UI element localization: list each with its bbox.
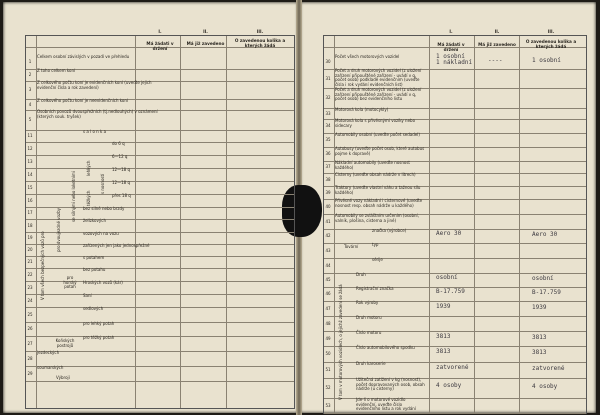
left-row-label: jezdeckých xyxy=(37,350,60,355)
right-row-number: 53 xyxy=(325,402,331,408)
right-cell-col3: B-17.759 xyxy=(532,289,561,296)
right-row-rule xyxy=(324,258,586,259)
left-vertical-label-main: V tom všech bezpečných vozů pro xyxy=(40,231,45,300)
left-row-number: 12 xyxy=(27,145,33,151)
left-row-label: 6—12 q xyxy=(112,154,128,159)
left-row-label: Z celkového počtu koní je neevidenčních koní xyxy=(37,98,129,103)
right-row-label: Traktory (uveďte vlastní váhu a tažnou sílu každého) xyxy=(335,185,421,195)
right-col-divider xyxy=(429,36,430,413)
left-row-label: sedlových xyxy=(83,306,104,311)
right-row-number: 41 xyxy=(325,218,331,224)
right-row-label: Autobusy (uveďte počet osob, které autobus pojme k dopravě) xyxy=(335,146,425,156)
right-row-label: Přívěsné vozy nákladní i cisternové (uveďte nosnost resp. obsah nádrže u každého) xyxy=(335,198,423,208)
right-row-label: Počet a druh motorových vozidel (z uložení zařízení připouštěné zařízení - uvádí v q, počet osob) bez evidenčního listu xyxy=(335,87,422,101)
left-row-number: 5 xyxy=(28,117,32,122)
left-row-label: bez silně nebo brzdy xyxy=(83,206,125,211)
left-col3-roman: III. xyxy=(256,29,264,34)
left-row-label: pro lehký potah xyxy=(83,321,115,326)
right-row-label: Druh karoserie xyxy=(356,361,386,366)
right-row-number: 34 xyxy=(325,123,331,128)
right-row-label: Jde-li o motorové vozidlo evidenční, uveďte číslo evidenčního listu a rok vydání xyxy=(356,397,416,411)
right-col-divider xyxy=(519,36,520,413)
right-row-label: Užitečná zatížení v kg (nosnost), počet dopravovaných osob, obsah nádrže (u cisterny) xyxy=(356,377,425,391)
right-row-label: Cisterny (uveďte obsah nádrže v litrech) xyxy=(335,172,416,177)
right-cell-col3: 3813 xyxy=(532,349,547,356)
right-label-tovarni: Tovární xyxy=(344,244,359,249)
right-row-rule xyxy=(324,413,586,414)
left-row-rule xyxy=(26,381,294,382)
left-row-number: 19 xyxy=(27,235,33,240)
left-row-number: 13 xyxy=(27,158,33,164)
left-row-label: želízkových xyxy=(83,218,106,223)
right-row-label: Počet a druh motorových vozidel (z uložení zařízení připouštěné zařízení - uvádí v q, počet osob) podkladě evidenčním (uveďte čísla i rok vydání evidenčních list) xyxy=(335,68,422,87)
left-row-label: 12—18 q xyxy=(112,180,130,185)
right-row-label: Druh xyxy=(356,272,366,277)
left-row-number: 26 xyxy=(27,326,33,331)
right-cell-col2: ---- xyxy=(488,57,503,64)
left-row-number: 17 xyxy=(27,210,33,215)
left-row-label: soumarských xyxy=(37,365,64,370)
left-vertical-label-lehkych: lehkých xyxy=(86,160,91,176)
right-row-label: typ xyxy=(372,242,379,247)
left-row-label: přes 18 q xyxy=(112,193,131,198)
right-row-label: Nákladní automobily (uveďte nosnost každého) xyxy=(335,160,410,170)
left-col3-header: O zavedenou kolika a kterých žádá xyxy=(234,38,286,48)
right-row-label: sérije xyxy=(372,257,383,262)
right-row-number: 42 xyxy=(325,233,331,238)
right-row-label: Počet všech motorových vozidel xyxy=(335,54,400,59)
right-cell-col3: 1939 xyxy=(532,303,547,311)
left-row-number: 27 xyxy=(27,340,33,346)
left-row-label: s a l o n k a xyxy=(83,129,107,134)
left-row-label: s potahem xyxy=(83,255,105,260)
right-col3-header: O zavedenou kolika a kterých žádá xyxy=(525,39,577,49)
right-cell-col3: Aero 30 xyxy=(532,231,558,238)
right-col2-roman: II. xyxy=(494,29,500,34)
left-row-number: 1 xyxy=(28,59,32,64)
right-row-number: 48 xyxy=(325,320,331,326)
left-row-label: Celkem osobní závislých v pozadí ve přehledu xyxy=(37,54,130,59)
left-row-label: Osobních povozů dvouspřežních (tj.nedlouhých) v oznámení (kterých souk. tryšek) xyxy=(37,109,158,119)
right-row-number: 52 xyxy=(325,385,331,390)
left-row-label: vozových na vozu xyxy=(83,231,119,236)
left-row-number: 18 xyxy=(27,222,33,228)
right-cell-col1: 3813 xyxy=(436,332,451,340)
left-row-label: pro těžký potah xyxy=(83,335,115,340)
right-row-number: 37 xyxy=(325,164,331,169)
left-row-number: 24 xyxy=(27,297,33,303)
left-vertical-label-2: pro dvoujezdné vozby xyxy=(56,207,61,252)
left-row-number: 25 xyxy=(27,311,33,317)
right-col2-header: Má již zavedeno xyxy=(478,42,516,47)
right-col-divider xyxy=(474,36,475,413)
right-row-label: Číslo motoru xyxy=(356,330,382,335)
right-row-number: 46 xyxy=(325,291,331,296)
right-cell-col1: 4 osoby xyxy=(436,382,462,389)
left-row-number: 23 xyxy=(27,284,33,290)
left-col1-roman: I. xyxy=(158,29,162,34)
left-row-label: Z celkového počtu koní je evidenčních koní (uveďte jejich evidenční čísla a rok zavedení) xyxy=(37,80,152,90)
right-vertical-label-main: V tom v motorových vozidlech, o jejichž zavedení se žádá xyxy=(338,284,343,400)
right-row-label: Rok výroby xyxy=(356,300,379,305)
right-cell-col1: 1939 xyxy=(436,302,451,310)
left-row-number: 28 xyxy=(27,355,33,361)
right-row-number: 51 xyxy=(325,367,331,372)
right-row-number: 43 xyxy=(325,247,331,253)
left-col-divider xyxy=(226,36,227,408)
left-row-number: 3 xyxy=(28,87,32,92)
left-row-label: bez potahu xyxy=(83,267,106,272)
right-row-number: 35 xyxy=(325,137,331,142)
left-row-label: do 6 q xyxy=(112,141,125,146)
right-col1-roman: I. xyxy=(449,29,453,34)
right-row-label: Automobily osobní (uveďte počet sedadel) xyxy=(335,132,420,137)
right-cell-col3: osobní xyxy=(532,275,554,282)
right-row-number: 44 xyxy=(325,262,331,268)
right-cell-col3: 4 osoby xyxy=(532,383,558,390)
right-row-number: 49 xyxy=(325,335,331,341)
left-row-number: 20 xyxy=(27,247,33,252)
left-row-number: 11 xyxy=(27,133,33,138)
right-row-number: 40 xyxy=(325,203,331,209)
right-col1-header: Má žádati v držení xyxy=(437,42,465,52)
right-row-number: 31 xyxy=(325,75,331,81)
right-row-label: Automobily se zvláštním určením (osobní, valník, plošina, cisterna a jiné) xyxy=(335,213,419,223)
left-row-number: 14 xyxy=(27,171,33,177)
left-row-label: Hroských vozů (kár) xyxy=(83,280,123,285)
right-row-number: 36 xyxy=(325,151,331,156)
left-row-label: Saní xyxy=(83,293,92,298)
right-row-label: Druh motoru xyxy=(356,315,382,320)
left-row-label: Z toho celkem koní xyxy=(37,68,76,73)
right-row-number: 39 xyxy=(325,189,331,195)
left-col-divider xyxy=(180,36,181,408)
right-row-number: 47 xyxy=(325,305,331,311)
left-row-number: 4 xyxy=(28,101,32,107)
right-cell-col3: 1 osobní xyxy=(532,57,561,64)
right-cell-col1: zatvorené xyxy=(436,364,469,371)
left-row-number: 22 xyxy=(27,271,33,277)
left-row-label: zařízených jen jako jednospřežné xyxy=(83,243,150,248)
left-col1-header: Má žádati v držení xyxy=(146,41,174,51)
left-col2-roman: II. xyxy=(203,29,208,34)
right-row-label: značka (výrobce) xyxy=(372,228,407,233)
right-row-label: Motorová kola (motocykly) xyxy=(335,107,389,112)
left-row-label: 12—18 q xyxy=(112,167,130,172)
left-row-number: 16 xyxy=(27,197,33,203)
left-row-number: 29 xyxy=(27,370,33,376)
left-row-number: 21 xyxy=(27,259,33,264)
right-row-rule xyxy=(324,243,586,244)
right-cell-col1: 3813 xyxy=(436,348,451,355)
right-col3-roman: III. xyxy=(547,29,555,34)
right-row-label: Registrační značka xyxy=(356,286,394,291)
left-label-horsky: pro horský potah xyxy=(63,275,77,289)
right-row-number: 45 xyxy=(325,277,331,282)
right-cell-col3: zatvorené xyxy=(532,365,565,372)
left-vertical-label-3: se silnými nebo loketními xyxy=(71,171,76,222)
right-row-number: 30 xyxy=(325,59,331,64)
right-cell-col1: Aero 30 xyxy=(436,230,462,237)
left-label-vybroje: Výbrojí xyxy=(56,375,70,380)
right-row-number: 33 xyxy=(325,110,331,116)
right-cell-col1: 1 osobní 1 nákladní xyxy=(436,53,473,66)
right-row-number: 50 xyxy=(325,351,331,356)
left-vertical-label-tezkych: těžkých xyxy=(86,190,91,206)
right-cell-col3: 3813 xyxy=(532,333,547,341)
left-row-number: 2 xyxy=(28,72,32,77)
right-row-number: 38 xyxy=(325,176,331,182)
left-label-postroje: Koňských postrojů xyxy=(55,338,75,348)
right-cell-col1: B-17.759 xyxy=(436,288,465,295)
right-row-label: Číslo automobilového spodku xyxy=(356,345,415,350)
left-row-number: 15 xyxy=(27,184,33,190)
right-row-label: Motorová kola s přívěsnými vozíky nebo sidecary xyxy=(335,118,416,128)
left-col2-header: Má již zavedeno xyxy=(186,41,225,46)
right-row-number: 32 xyxy=(325,95,331,100)
right-cell-col1: osobní xyxy=(436,274,458,281)
left-vertical-label-nosnost: s nosností xyxy=(100,173,105,194)
